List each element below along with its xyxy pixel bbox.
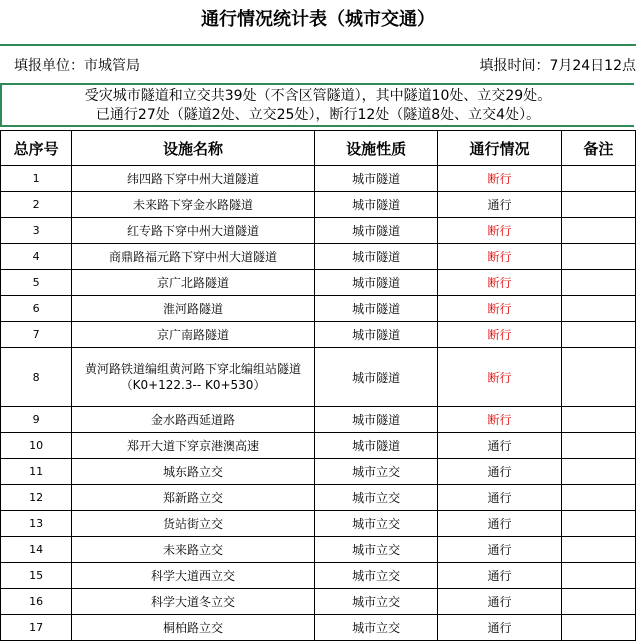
table-row [1,615,636,641]
cell-no: 1 [1,166,72,192]
cell-status: 通行 [438,615,561,641]
page-title: 通行情况统计表（城市交通） [201,9,435,30]
table-row [1,537,636,563]
cell-status: 通行 [438,485,561,511]
cell-no: 7 [1,322,72,348]
cell-type: 城市立交 [314,589,437,615]
cell-name: 京广北路隧道 [72,270,315,296]
cell-remark [561,270,635,296]
cell-remark [561,166,635,192]
header-status: 通行情况 [438,131,561,166]
cell-no: 9 [1,407,72,433]
cell-type: 城市立交 [314,459,437,485]
cell-name: 商鼎路福元路下穿中州大道隧道 [72,244,315,270]
cell-remark [561,511,635,537]
cell-status: 断行 [438,218,561,244]
cell-status: 断行 [438,348,561,407]
cell-name: 科学大道西立交 [72,563,315,589]
cell-type: 城市隧道 [314,433,437,459]
cell-no: 13 [1,511,72,537]
cell-no: 12 [1,485,72,511]
cell-no: 16 [1,589,72,615]
cell-type: 城市立交 [314,563,437,589]
cell-remark [561,459,635,485]
cell-remark [561,244,635,270]
cell-type: 城市立交 [314,485,437,511]
cell-status: 断行 [438,244,561,270]
header-name: 设施名称 [72,131,315,166]
cell-name: 京广南路隧道 [72,322,315,348]
cell-status: 断行 [438,166,561,192]
reporting-unit: 填报单位：市城管局 [14,58,140,74]
cell-name-line-1: 黄河路铁道编组黄河路下穿北编组站隧道 [85,362,302,376]
cell-remark [561,615,635,641]
cell-remark [561,348,635,407]
summary-line-2: 已通行27处（隧道2处、立交25处），断行12处（隧道8处、立交4处）。 [95,107,541,123]
cell-no: 10 [1,433,72,459]
header-remark: 备注 [561,131,635,166]
cell-remark [561,537,635,563]
cell-no: 14 [1,537,72,563]
cell-type: 城市隧道 [314,322,437,348]
cell-status: 通行 [438,192,561,218]
cell-no: 3 [1,218,72,244]
cell-status: 断行 [438,322,561,348]
cell-name: 郑开大道下穿京港澳高速 [72,433,315,459]
cell-no: 2 [1,192,72,218]
cell-name [72,348,315,407]
cell-no: 11 [1,459,72,485]
table-row [1,270,636,296]
cell-name-line-2: （K0+122.3-- K0+530） [120,378,266,392]
cell-name: 红专路下穿中州大道隧道 [72,218,315,244]
cell-type: 城市隧道 [314,192,437,218]
cell-status: 断行 [438,270,561,296]
cell-name: 纬四路下穿中州大道隧道 [72,166,315,192]
table-row [1,296,636,322]
title-divider [0,44,636,46]
cell-remark [561,407,635,433]
cell-status: 通行 [438,589,561,615]
cell-remark [561,192,635,218]
cell-remark [561,589,635,615]
cell-type: 城市立交 [314,615,437,641]
cell-type: 城市隧道 [314,166,437,192]
cell-no: 8 [1,348,72,407]
cell-remark [561,563,635,589]
table-row [1,459,636,485]
cell-status: 通行 [438,537,561,563]
table-row [1,166,636,192]
cell-type: 城市隧道 [314,218,437,244]
table-row [1,322,636,348]
table-row [1,348,636,407]
cell-type: 城市立交 [314,511,437,537]
cell-name: 科学大道冬立交 [72,589,315,615]
table-row [1,485,636,511]
summary-line-1: 受灾城市隧道和立交共39处（不含区管隧道），其中隧道10处、立交29处。 [84,88,552,104]
cell-name: 桐柏路立交 [72,615,315,641]
header-no: 总序号 [1,131,72,166]
traffic-table [0,130,636,641]
cell-name: 未来路立交 [72,537,315,563]
cell-status: 断行 [438,296,561,322]
cell-status: 通行 [438,511,561,537]
table-row [1,244,636,270]
cell-remark [561,218,635,244]
table-header-row [1,131,636,166]
cell-no: 17 [1,615,72,641]
cell-status: 断行 [438,407,561,433]
cell-type: 城市立交 [314,537,437,563]
cell-remark [561,296,635,322]
cell-name: 金水路西延道路 [72,407,315,433]
cell-remark [561,322,635,348]
header-type: 设施性质 [314,131,437,166]
cell-remark [561,485,635,511]
cell-type: 城市隧道 [314,407,437,433]
table-row [1,563,636,589]
cell-type: 城市隧道 [314,270,437,296]
cell-status: 通行 [438,563,561,589]
table-row [1,433,636,459]
table-row [1,192,636,218]
cell-name: 未来路下穿金水路隧道 [72,192,315,218]
cell-type: 城市隧道 [314,296,437,322]
cell-type: 城市隧道 [314,244,437,270]
cell-name: 货站街立交 [72,511,315,537]
cell-name: 淮河路隧道 [72,296,315,322]
table-row [1,407,636,433]
cell-no: 5 [1,270,72,296]
cell-type: 城市隧道 [314,348,437,407]
cell-remark [561,433,635,459]
summary-box [0,83,634,127]
reporting-time: 填报时间：7月24日12点 [479,58,636,74]
cell-status: 通行 [438,459,561,485]
table-row [1,511,636,537]
table-row [1,589,636,615]
table-row [1,218,636,244]
cell-name: 城东路立交 [72,459,315,485]
cell-status: 通行 [438,433,561,459]
cell-no: 15 [1,563,72,589]
cell-no: 6 [1,296,72,322]
cell-name: 郑新路立交 [72,485,315,511]
cell-no: 4 [1,244,72,270]
